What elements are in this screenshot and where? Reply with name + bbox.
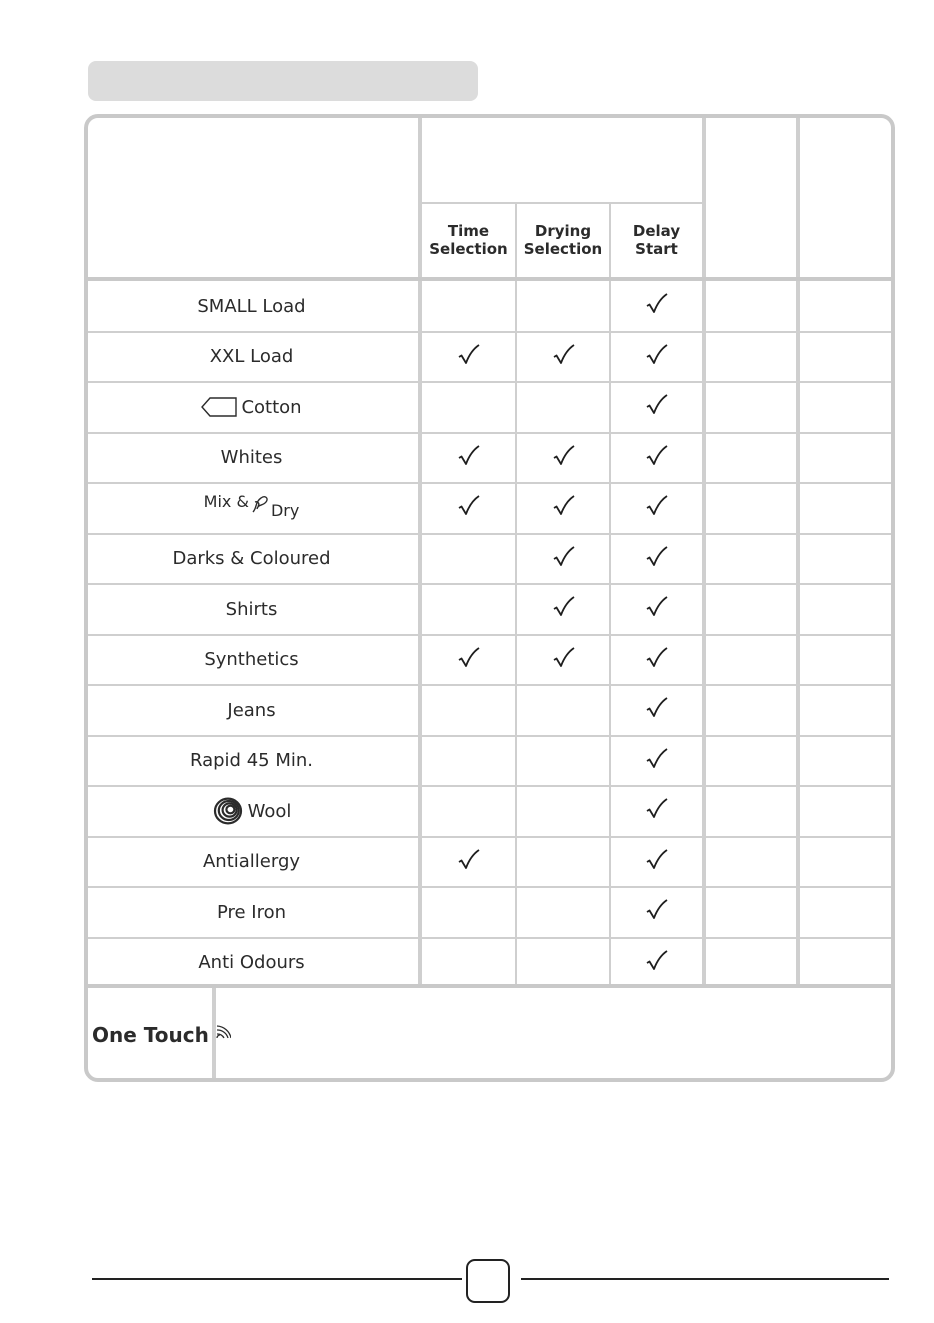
program-label-text: XXL Load bbox=[209, 346, 294, 368]
check-drying-icon bbox=[553, 495, 575, 519]
check-delay-icon bbox=[646, 293, 668, 317]
col-divider-time bbox=[515, 202, 517, 984]
program-label-text: Antiallergy bbox=[202, 851, 301, 873]
program-label-part1: Mix & bbox=[203, 492, 249, 512]
cotton-tag-icon bbox=[201, 397, 237, 417]
check-delay-icon bbox=[646, 394, 668, 418]
section-title-bar bbox=[88, 61, 478, 101]
check-delay-icon bbox=[646, 748, 668, 772]
check-delay-icon bbox=[646, 849, 668, 873]
program-label bbox=[88, 685, 415, 736]
header-subdivider bbox=[422, 202, 702, 204]
program-label bbox=[88, 887, 415, 938]
program-label-text: Pre Iron bbox=[216, 901, 287, 923]
mix-dry-icon bbox=[249, 492, 271, 516]
program-label bbox=[88, 433, 415, 484]
check-drying-icon bbox=[553, 344, 575, 368]
program-label bbox=[88, 281, 415, 332]
check-time-icon bbox=[458, 647, 480, 671]
header-drying-selection: Drying Selection bbox=[523, 222, 603, 258]
check-delay-icon bbox=[646, 495, 668, 519]
check-drying-icon bbox=[553, 546, 575, 570]
program-label bbox=[88, 837, 415, 888]
footer-line-right bbox=[521, 1278, 889, 1280]
check-time-icon bbox=[458, 445, 480, 469]
col-divider-extra bbox=[796, 118, 800, 984]
program-label bbox=[88, 635, 415, 686]
header-time-selection: Time Selection bbox=[429, 222, 508, 258]
check-delay-icon bbox=[646, 798, 668, 822]
program-label bbox=[88, 483, 415, 534]
check-time-icon bbox=[458, 344, 480, 368]
check-delay-icon bbox=[646, 596, 668, 620]
program-label-text: Shirts bbox=[225, 598, 278, 620]
program-options-table bbox=[84, 114, 895, 1082]
program-label-text: Darks & Coloured bbox=[172, 548, 331, 570]
program-label bbox=[88, 534, 415, 585]
check-drying-icon bbox=[553, 445, 575, 469]
program-label bbox=[88, 938, 415, 989]
program-label bbox=[88, 382, 415, 433]
program-label-text: Synthetics bbox=[204, 649, 299, 671]
one-touch-label: One Touch bbox=[92, 1023, 231, 1047]
check-delay-icon bbox=[646, 445, 668, 469]
check-delay-icon bbox=[646, 899, 668, 923]
check-time-icon bbox=[458, 495, 480, 519]
check-time-icon bbox=[458, 849, 480, 873]
program-label-text: Whites bbox=[220, 447, 283, 469]
col-divider-delay bbox=[702, 118, 706, 984]
col-divider-drying bbox=[609, 202, 611, 984]
program-label-text: Anti Odours bbox=[198, 952, 305, 974]
program-label-text: Rapid 45 Min. bbox=[189, 750, 313, 772]
footer-line-left bbox=[92, 1278, 462, 1280]
program-label-text: Jeans bbox=[227, 699, 276, 721]
check-drying-icon bbox=[553, 647, 575, 671]
page-number-box bbox=[466, 1259, 510, 1303]
program-label-part2: Dry bbox=[270, 501, 300, 521]
check-drying-icon bbox=[553, 596, 575, 620]
check-delay-icon bbox=[646, 546, 668, 570]
program-label-text: SMALL Load bbox=[197, 295, 306, 317]
check-delay-icon bbox=[646, 344, 668, 368]
program-label bbox=[88, 736, 415, 787]
program-label-text: Cotton bbox=[241, 396, 302, 418]
program-label bbox=[88, 332, 415, 383]
program-label bbox=[88, 786, 415, 837]
woolmark-icon bbox=[212, 796, 244, 826]
check-delay-icon bbox=[646, 697, 668, 721]
header-delay-start: Delay Start bbox=[632, 222, 681, 258]
program-label bbox=[88, 584, 415, 635]
wifi-signal-icon bbox=[215, 1023, 231, 1041]
program-label-text: Wool bbox=[247, 800, 292, 822]
check-delay-icon bbox=[646, 647, 668, 671]
check-delay-icon bbox=[646, 950, 668, 974]
